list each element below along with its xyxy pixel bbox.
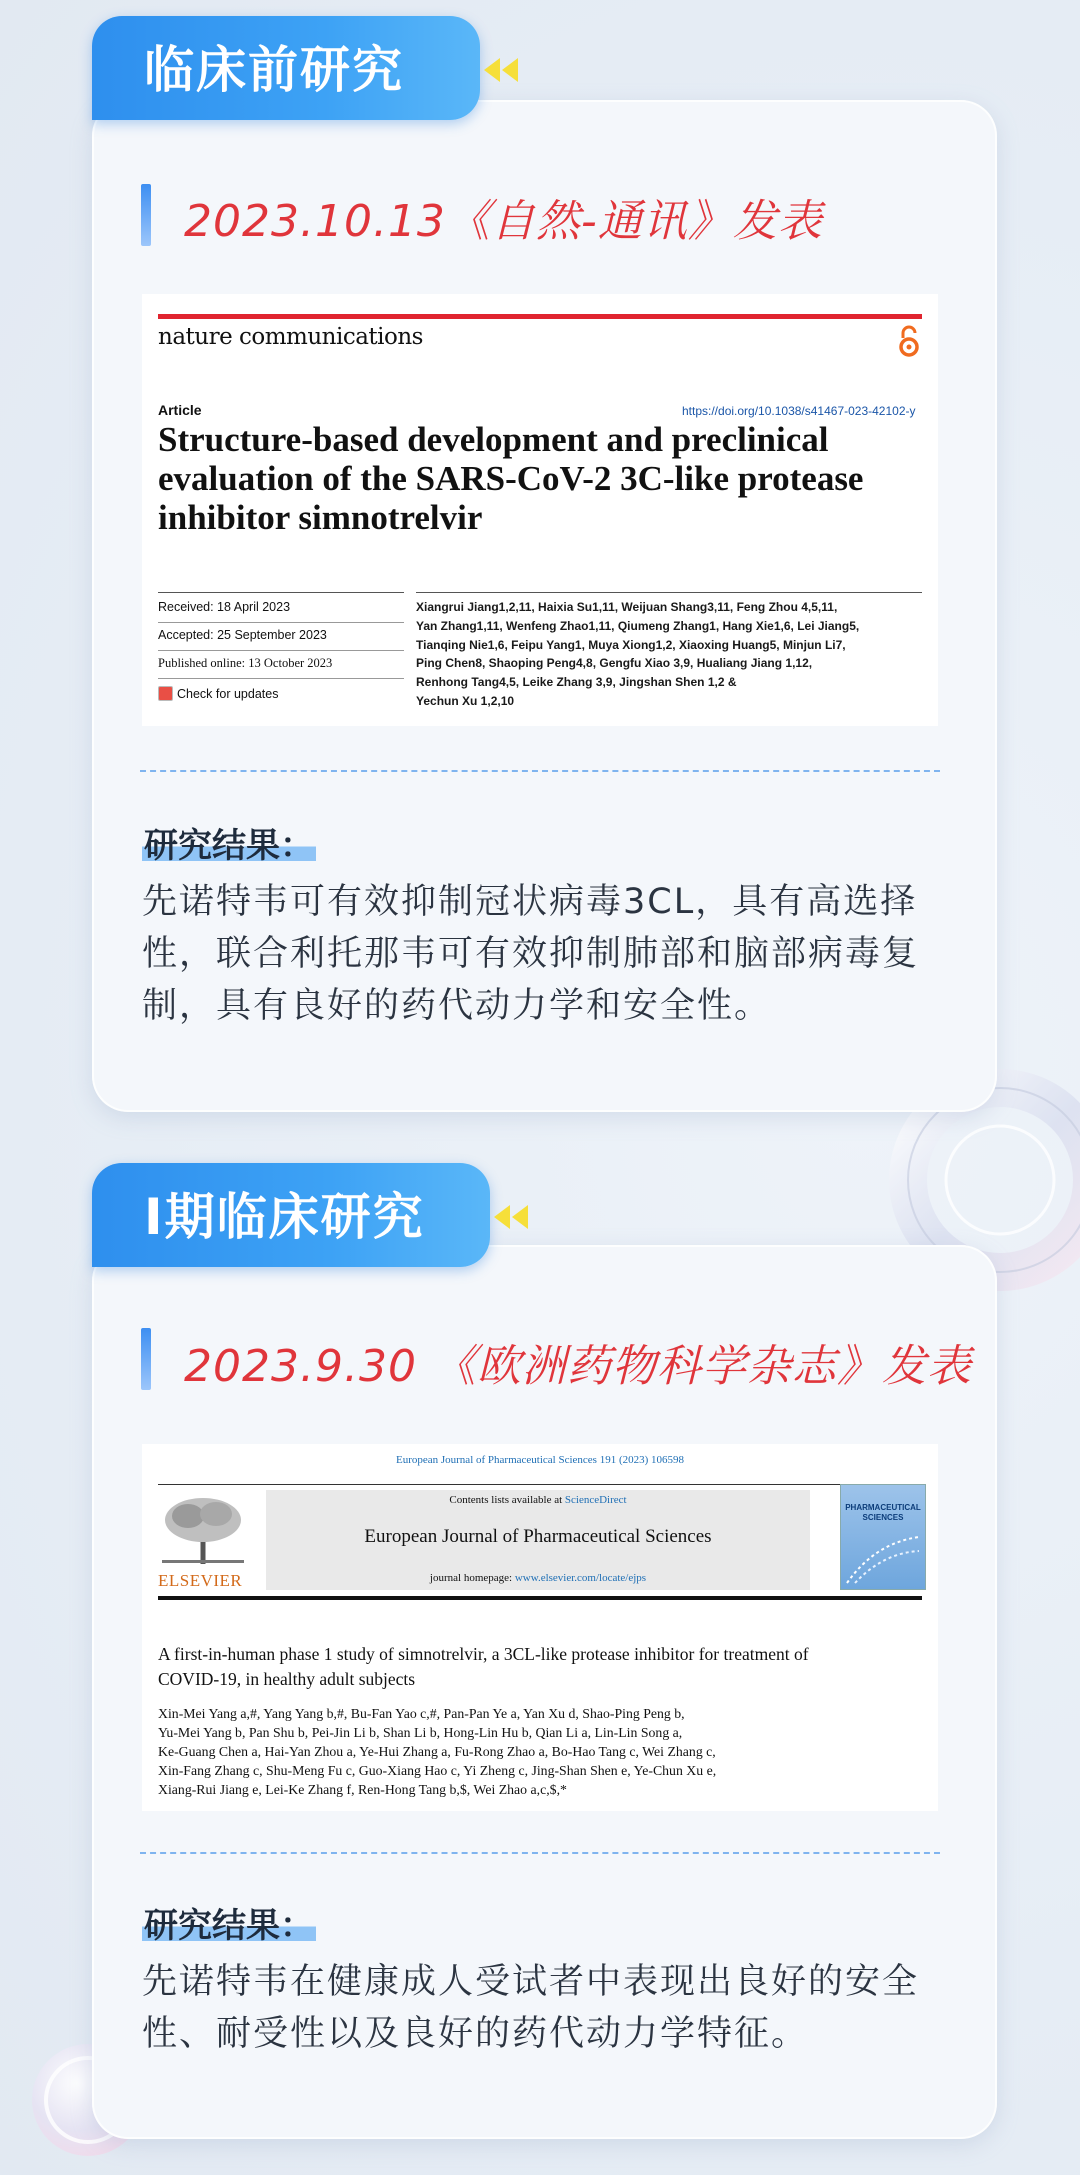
sciencedirect-link[interactable]: ScienceDirect [564, 1494, 627, 1506]
published-date: Published online: 13 October 2023 [158, 656, 333, 670]
double-arrow-icon [492, 1203, 532, 1231]
homepage-prefix: journal homepage: [429, 1572, 513, 1584]
paper-snapshot-ejps [142, 1444, 938, 1811]
journal-full-name: European Journal of Pharmaceutical Sciences [364, 1526, 712, 1547]
author-line: Yu-Mei Yang b, Pan Shu b, Pei-Jin Li b, Shan Li b, Hong-Lin Hu b, Qian Li a, Lin-Lin Song a, [158, 1725, 683, 1740]
authors-rule [416, 592, 922, 593]
section-tab-preclinical [92, 16, 480, 120]
contents-prefix: Contents lists available at [449, 1494, 563, 1506]
author-line: Renhong Tang4,5, Leike Zhang 3,9, Jingshan Shen 1,2 & [416, 675, 737, 690]
header-rule [158, 1484, 922, 1485]
journal-cover [840, 1484, 926, 1590]
author-list [416, 598, 926, 711]
publication-subtitle: 2023.10.13《自然-通讯》发表 [184, 196, 823, 247]
result-label: 研究结果： [142, 1898, 316, 1947]
check-updates-label: Check for updates [177, 686, 279, 701]
author-line: Ping Chen8, Shaoping Peng4,8, Gengfu Xiao 3,9, Hualiang Jiang 1,12, [416, 656, 813, 671]
journal-reference[interactable]: European Journal of Pharmaceutical Sciences 191 (2023) 106598 [395, 1454, 685, 1466]
author-line: Xiangrui Jiang1,2,11, Haixia Su1,11, Weijuan Shang3,11, Feng Zhou 4,5,11, [416, 600, 838, 614]
section-tab-label: I期临床研究 [144, 1188, 425, 1246]
result-text: 先诺特韦可有效抑制冠状病毒3CL，具有高选择性，联合利托那韦可有效抑制肺部和脑部病毒复制，具有良好的药代动力学和安全性。 [142, 882, 920, 1026]
homepage-line [266, 1572, 810, 1584]
journal-name: nature communications [158, 324, 423, 350]
author-line: Xiang-Rui Jiang e, Lei-Ke Zhang f, Ren-Hong Tang b,$, Wei Zhao a,c,$,* [158, 1782, 567, 1797]
section-tab-phase1 [92, 1163, 490, 1267]
double-arrow-icon [482, 56, 522, 84]
contents-line [266, 1494, 810, 1506]
row-divider [158, 678, 404, 679]
row-divider [158, 622, 404, 623]
thick-rule [158, 1596, 922, 1600]
subtitle-accent-bar [141, 184, 151, 246]
publisher-name: ELSEVIER [158, 1571, 243, 1590]
doi-link[interactable]: https://doi.org/10.1038/s41467-023-42102-y [682, 404, 916, 418]
subtitle-accent-bar [141, 1328, 151, 1390]
author-line: Xin-Fang Zhang c, Shu-Meng Fu c, Guo-Xiang Hao c, Yi Zheng c, Jing-Shan Shen e, Ye-Chun Xu e, [158, 1763, 717, 1778]
dashed-divider [140, 1852, 940, 1854]
author-line: Ke-Guang Chen a, Hai-Yan Zhou a, Ye-Hui Zhang a, Fu-Rong Zhao a, Bo-Hao Tang c, Wei Zhang c, [158, 1744, 716, 1759]
paper-title: A first-in-human phase 1 study of simnotrelvir, a 3CL-like protease inhibitor for treatment of COVID-19, in healthy adult subjects [158, 1644, 809, 1689]
result-text: 先诺特韦在健康成人受试者中表现出良好的安全性、耐受性以及良好的药代动力学特征。 [142, 1962, 920, 2054]
elsevier-tree-logo [158, 1494, 248, 1566]
author-line: Xin-Mei Yang a,#, Yang Yang b,#, Bu-Fan Yao c,#, Pan-Pan Ye a, Yan Xu d, Shao-Ping Peng b, [158, 1706, 685, 1721]
accepted-date: Accepted: 25 September 2023 [158, 628, 327, 642]
author-line: Yan Zhang1,11, Wenfeng Zhao1,11, Qiumeng Zhang1, Hang Xie1,6, Lei Jiang5, [416, 618, 860, 633]
result-label: 研究结果： [142, 818, 316, 867]
paper-title: Structure-based development and preclinical evaluation of the SARS-CoV-2 3C-like protease inhibitor simnotrelvir [158, 420, 864, 537]
cover-title: PHARMACEUTICAL SCIENCES [845, 1503, 921, 1522]
section-tab-label: 临床前研究 [144, 41, 404, 99]
received-date: Received: 18 April 2023 [158, 600, 291, 614]
publication-subtitle: 2023.9.30 《欧洲药物科学杂志》发表 [184, 1341, 972, 1392]
red-rule [158, 314, 922, 319]
open-access-icon [898, 324, 920, 358]
cover-graphic [845, 1533, 921, 1585]
paper-snapshot-nature [142, 294, 938, 726]
author-list [158, 1704, 938, 1799]
dates-rule [158, 592, 404, 593]
check-updates-badge[interactable] [158, 686, 278, 701]
row-divider [158, 650, 404, 651]
author-line: Yechun Xu 1,2,10 [416, 693, 515, 708]
dashed-divider [140, 770, 940, 772]
homepage-link[interactable]: www.elsevier.com/locate/ejps [514, 1572, 647, 1584]
author-line: Tianqing Nie1,6, Feipu Yang1, Muya Xiong1,2, Xiaoxing Huang5, Minjun Li7, [416, 637, 846, 652]
journal-banner [266, 1490, 810, 1590]
article-type: Article [158, 402, 202, 418]
check-updates-icon [158, 686, 173, 701]
